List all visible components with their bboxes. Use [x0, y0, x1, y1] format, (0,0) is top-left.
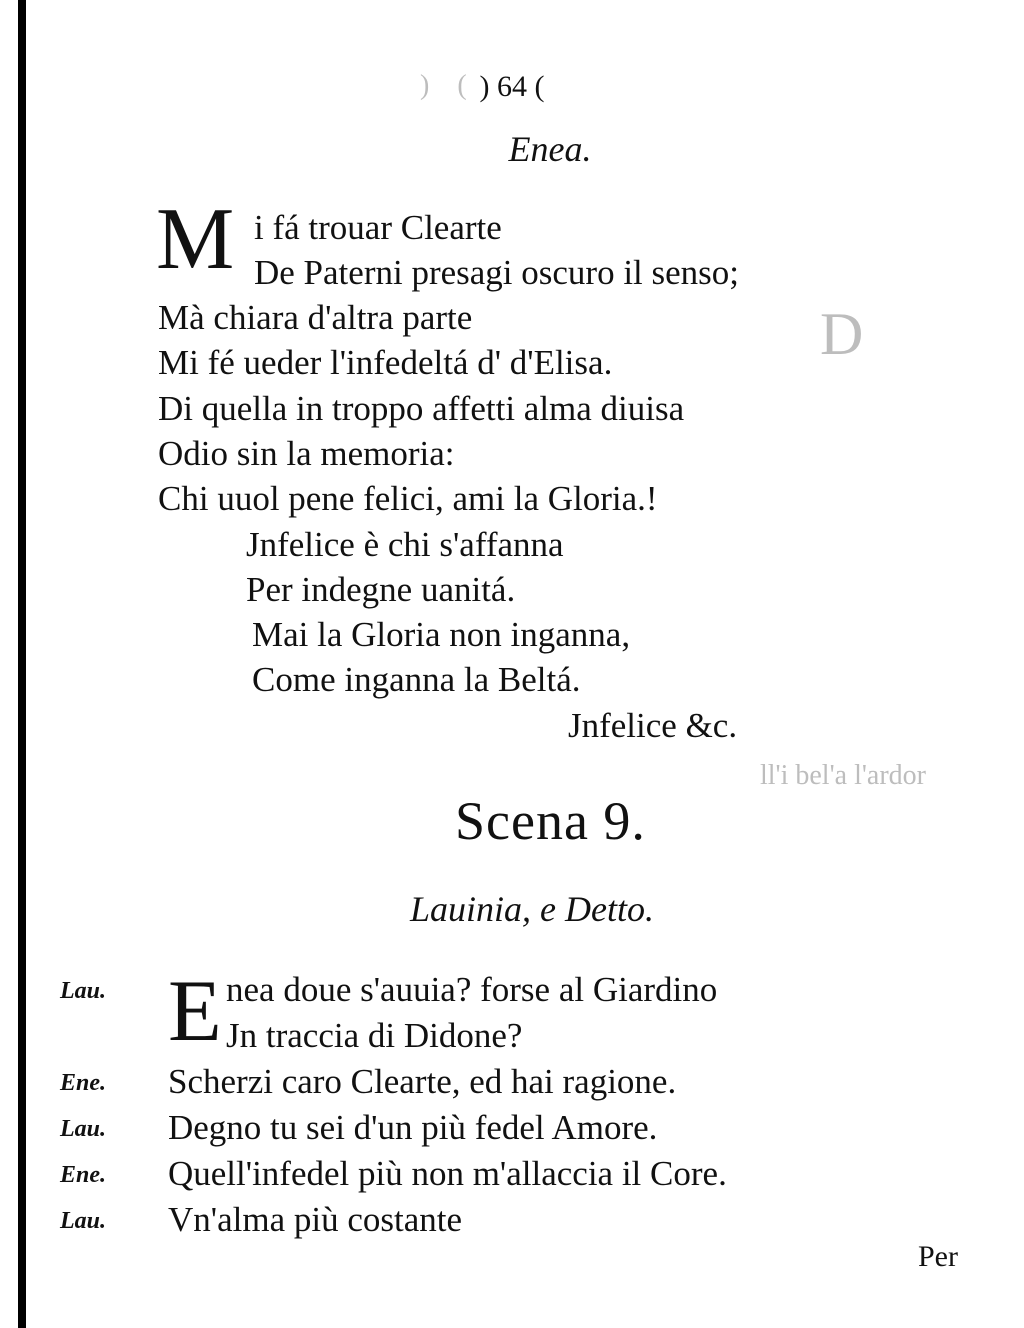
- speaker-label: Lau.: [60, 1116, 107, 1142]
- verse-line: i fá trouar Clearte: [254, 208, 502, 247]
- bleed-through-text: D: [820, 301, 864, 367]
- verse-line: Mi fé ueder l'infedeltá d' d'Elisa.: [158, 343, 613, 382]
- speaker-label: Lau.: [60, 1208, 107, 1234]
- page-edge-border: [18, 0, 26, 1328]
- verse-line: Odio sin la memoria:: [158, 434, 455, 473]
- verse-line: Come inganna la Beltá.: [252, 660, 581, 699]
- drop-cap: E: [168, 963, 222, 1060]
- speaker-label: Ene.: [60, 1162, 107, 1188]
- verse-line: Jnfelice &c.: [568, 706, 738, 745]
- speaker-heading: Enea.: [508, 129, 592, 169]
- dialogue-line: Vn'alma più costante: [168, 1200, 462, 1239]
- speaker-label: Lau.: [60, 978, 107, 1004]
- verse-line: Chi uuol pene felici, ami la Gloria.!: [158, 479, 658, 518]
- verse-line: Jnfelice è chi s'affanna: [246, 525, 564, 564]
- bleed-through-text: ) (: [420, 70, 467, 101]
- dialogue-line: Degno tu sei d'un più fedel Amore.: [168, 1108, 658, 1147]
- dialogue-line: nea doue s'auuia? forse al Giardino: [226, 970, 718, 1009]
- dialogue-line: Quell'infedel più non m'allaccia il Core.: [168, 1154, 727, 1193]
- verse-line: De Paterni presagi oscuro il senso;: [254, 253, 740, 292]
- speaker-label: Ene.: [60, 1070, 107, 1096]
- verse-line: Mà chiara d'altra parte: [158, 298, 473, 337]
- verse-line: Di quella in troppo affetti alma diuisa: [158, 389, 685, 428]
- bleed-through-text: ll'i bel'a l'ardor: [760, 760, 926, 791]
- scene-title: Scena 9.: [455, 791, 646, 851]
- dialogue-line: Jn traccia di Didone?: [226, 1016, 523, 1055]
- catchword: Per: [918, 1240, 958, 1273]
- scene-persons: Lauinia, e Detto.: [410, 889, 654, 929]
- drop-cap: M: [156, 191, 235, 288]
- verse-line: Per indegne uanitá.: [246, 570, 516, 609]
- verse-line: Mai la Gloria non inganna,: [252, 615, 631, 654]
- dialogue-line: Scherzi caro Clearte, ed hai ragione.: [168, 1062, 677, 1101]
- page-number: ) 64 (: [479, 70, 545, 103]
